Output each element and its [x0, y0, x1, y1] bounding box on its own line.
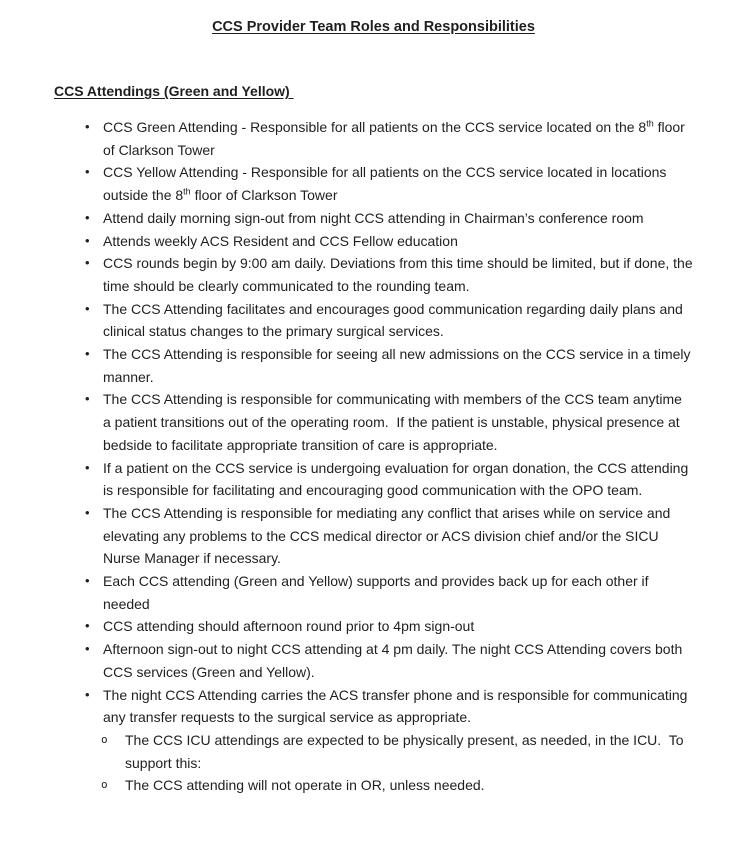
bullet-marker-icon: • — [85, 232, 90, 248]
list-item-text: The CCS ICU attendings are expected to be physically present, as needed, in the ICU. To support this: — [125, 731, 688, 771]
section-heading-text: CCS Attendings (Green and Yellow) — [54, 83, 294, 99]
bullet-marker-icon: • — [85, 573, 90, 589]
list-item-text: The CCS Attending is responsible for mediating any conflict that arises while on service and elevating any problems to the CCS medical director or ACS division chief and/or the SICU Nurse Manager if necessary. — [103, 504, 675, 567]
list-item — [54, 457, 693, 502]
list-item — [54, 388, 693, 456]
bullet-marker-icon: • — [85, 255, 90, 271]
bullet-marker-icon: • — [85, 641, 90, 657]
list-item-text: CCS Yellow Attending - Responsible for all patients on the CCS service located in locations outside the 8th floor of Clarkson Tower — [103, 164, 671, 204]
bullet-marker-icon: • — [85, 391, 90, 407]
list-item-text: If a patient on the CCS service is undergoing evaluation for organ donation, the CCS attending is responsible for facilitating and encouraging good communication with the OPO team. — [103, 459, 693, 499]
bullet-marker-icon: • — [85, 504, 90, 520]
section-heading — [54, 82, 693, 101]
bullet-marker-icon: • — [85, 686, 90, 702]
list-item — [54, 343, 693, 388]
list-item — [54, 298, 693, 343]
bullet-marker-icon: • — [85, 209, 90, 225]
list-item — [54, 638, 693, 683]
list-item-text: CCS Green Attending - Responsible for all patients on the CCS service located on the 8th floor of Clarkson Tower — [103, 118, 689, 158]
document-title — [54, 18, 693, 37]
bullet-list — [54, 116, 697, 797]
list-item — [54, 684, 693, 729]
list-item-text: The CCS attending will not operate in OR, unless needed. — [125, 777, 485, 794]
list-item — [54, 116, 693, 161]
sub-list-item — [54, 774, 693, 797]
list-item-text: Each CCS attending (Green and Yellow) supports and provides back up for each other if needed — [103, 573, 653, 612]
list-item — [54, 252, 697, 297]
circle-marker-icon: o — [101, 778, 108, 792]
bullet-marker-icon: • — [85, 618, 90, 634]
list-item — [54, 230, 693, 253]
list-item-text: CCS attending should afternoon round prior to 4pm sign-out — [103, 618, 475, 635]
list-item-text: The CCS Attending is responsible for communicating with members of the CCS team anytime a patient transitions out of the operating room. If the patient is unstable, physical presence at bedside to facilitate appropriate transition of care is appropriate. — [103, 391, 686, 453]
sub-list-item — [54, 729, 693, 774]
list-item-text: CCS rounds begin by 9:00 am daily. Deviations from this time should be limited, but if done, the time should be clearly communicated to the rounding team. — [103, 255, 697, 294]
bullet-marker-icon: • — [85, 346, 90, 362]
circle-marker-icon: o — [101, 732, 108, 746]
superscript-text: th — [646, 118, 654, 129]
list-item — [54, 502, 693, 570]
list-item — [54, 207, 693, 230]
list-item-text: The CCS Attending is responsible for seeing all new admissions on the CCS service in a timely manner. — [103, 346, 695, 385]
list-item — [54, 570, 693, 615]
list-item — [54, 161, 693, 206]
list-item — [54, 615, 693, 638]
list-item-text: The night CCS Attending carries the ACS transfer phone and is responsible for communicating any transfer requests to the surgical service as appropriate. — [103, 686, 692, 726]
list-item-text: The CCS Attending facilitates and encourages good communication regarding daily plans and clinical status changes to the primary surgical services. — [103, 300, 687, 340]
bullet-marker-icon: • — [85, 300, 90, 316]
bullet-marker-icon: • — [85, 164, 90, 180]
bullet-marker-icon: • — [85, 459, 90, 475]
list-item-text: Attend daily morning sign-out from night CCS attending in Chairman’s conference room — [103, 209, 644, 226]
superscript-text: th — [183, 186, 191, 197]
list-item-text: Attends weekly ACS Resident and CCS Fellow education — [103, 232, 458, 249]
list-item-text: Afternoon sign-out to night CCS attending at 4 pm daily. The night CCS Attending covers both CCS services (Green and Yellow). — [103, 641, 687, 680]
bullet-marker-icon: • — [85, 119, 90, 134]
document-title-text: CCS Provider Team Roles and Responsibilities — [212, 19, 535, 35]
